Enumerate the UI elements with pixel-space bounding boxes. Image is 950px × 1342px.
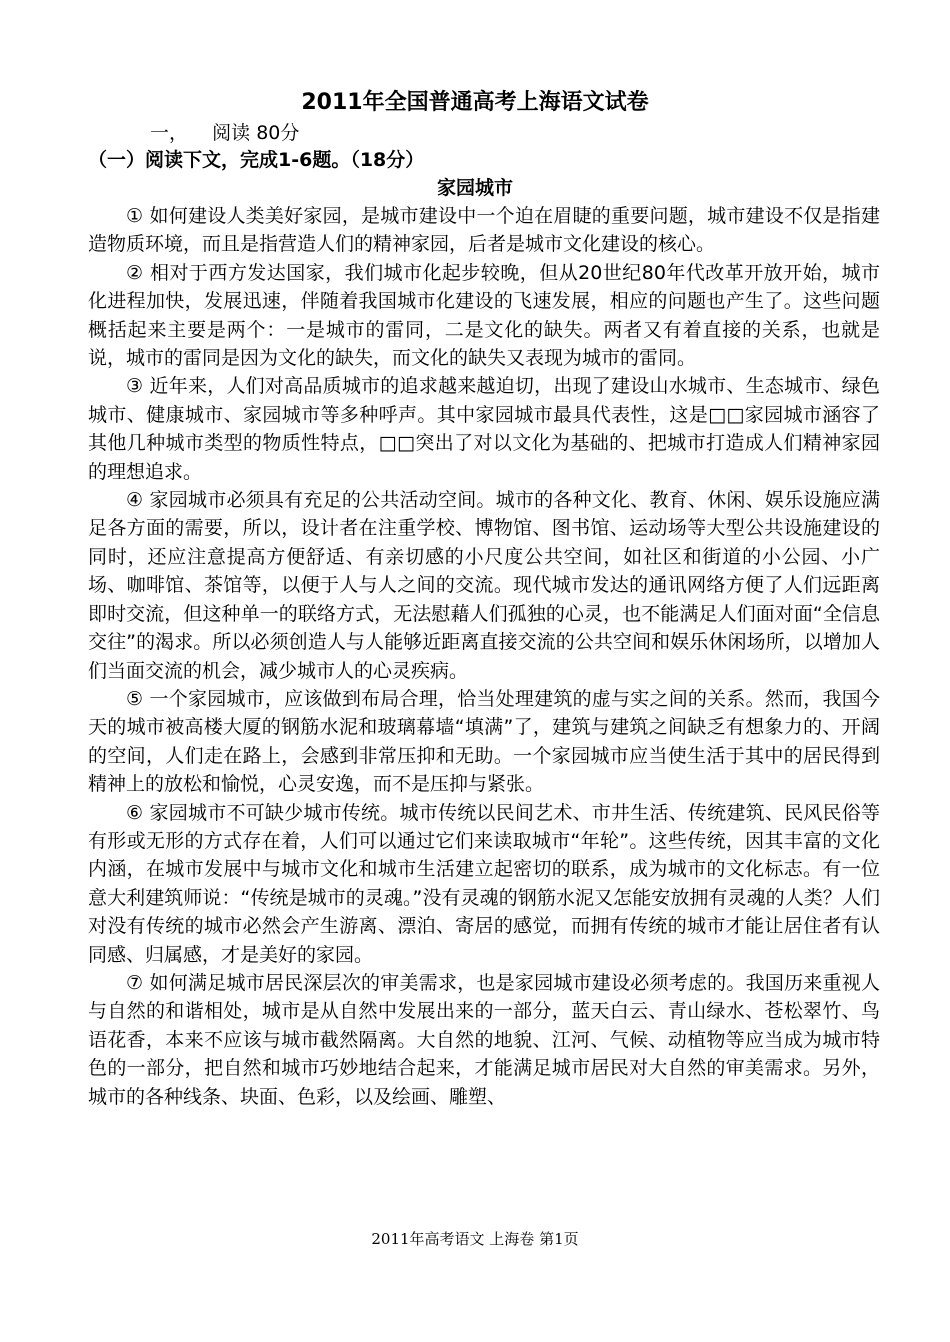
page-footer: 2011年高考语文 上海卷 第1页 — [371, 1230, 579, 1248]
article-body — [88, 202, 880, 1111]
paragraph-4: ④ 家园城市必须具有充足的公共活动空间。城市的各种文化、教育、休闲、娱乐设施应满足各方面的需要，所以，设计者在注重学校、博物馆、图书馆、运动场等大型公共设施建设的同时，还应注意提高方便舒适、有亲切感的小尺度公共空间，如社区和街道的小公园、小广场、咖啡馆、茶馆等，以便于人与人之间的交流。现代城市发达的通讯网络方便了人们远距离即时交流，但这种单一的联络方式，无法慰藉人们孤独的心灵，也不能满足人们面对面“全信息交往”的渴求。所以必须创造人与人能够近距离直接交流的公共空间和娱乐休闲场所，以增加人们当面交流的机会，减少城市人的心灵疾病。 — [88, 489, 880, 682]
section-heading: 一， 阅读 80分 — [150, 122, 300, 144]
exam-title: 2011年全国普通高考上海语文试卷 — [301, 90, 649, 115]
subsection-heading: （一）阅读下文，完成1-6题。（18分） — [88, 149, 425, 171]
paragraph-1: ① 如何建设人类美好家园，是城市建设中一个迫在眉睫的重要问题，城市建设不仅是指建造物质环境，而且是指营造人们的精神家园，后者是城市文化建设的核心。 — [88, 205, 880, 256]
paragraph-2: ② 相对于西方发达国家，我们城市化起步较晚，但从20世纪80年代改革开放开始，城市化进程加快，发展迅速，伴随着我国城市化建设的飞速发展，相应的问题也产生了。这些问题概括起来主要是两个：一是城市的雷同，二是文化的缺失。两者又有着直接的关系，也就是说，城市的雷同是因为文化的缺失，而文化的缺失又表现为城市的雷同。 — [88, 261, 880, 370]
paragraph-3: ③ 近年来，人们对高品质城市的追求越来越迫切，出现了建设山水城市、生态城市、绿色城市、健康城市、家园城市等多种呼声。其中家园城市最具代表性，这是□□家园城市涵容了其他几种城市类型的物质性特点，□□突出了对以文化为基础的、把城市打造成人们精神家园的理想追求。 — [88, 375, 880, 483]
paragraph-7: ⑦ 如何满足城市居民深层次的审美需求，也是家园城市建设必须考虑的。我国历来重视人与自然的和谐相处，城市是从自然中发展出来的一部分，蓝天白云、青山绿水、苍松翠竹、鸟语花香，本来不应该与城市截然隔离。大自然的地貌、江河、气候、动植物等应当成为城市特色的一部分，把自然和城市巧妙地结合起来，才能满足城市居民对大自然的审美需求。另外，城市的各种线条、块面、色彩，以及绘画、雕塑、 — [88, 971, 880, 1108]
paragraph-5: ⑤ 一个家园城市，应该做到布局合理，恰当处理建筑的虚与实之间的关系。然而，我国今天的城市被高楼大厦的钢筋水泥和玻璃幕墙“填满”了，建筑与建筑之间缺乏有想象力的、开阔的空间，人们走在路上，会感到非常压抑和无助。一个家园城市应当使生活于其中的居民得到精神上的放松和愉悦，心灵安逸，而不是压抑与紧张。 — [88, 687, 880, 796]
paragraph-6: ⑥ 家园城市不可缺少城市传统。城市传统以民间艺术、市井生活、传统建筑、民风民俗等有形或无形的方式存在着，人们可以通过它们来读取城市“年轮”。这些传统，因其丰富的文化内涵，在城市发展中与城市文化和城市生活建立起密切的联系，成为城市的文化标志。有一位意大利建筑师说：“传统是城市的灵魂。”没有灵魂的钢筋水泥又怎能安放拥有灵魂的人类？人们对没有传统的城市必然会产生游离、漂泊、寄居的感觉，而拥有传统的城市才能让居住者有认同感、归属感，才是美好的家园。 — [88, 801, 880, 966]
article-title: 家园城市 — [436, 177, 513, 199]
